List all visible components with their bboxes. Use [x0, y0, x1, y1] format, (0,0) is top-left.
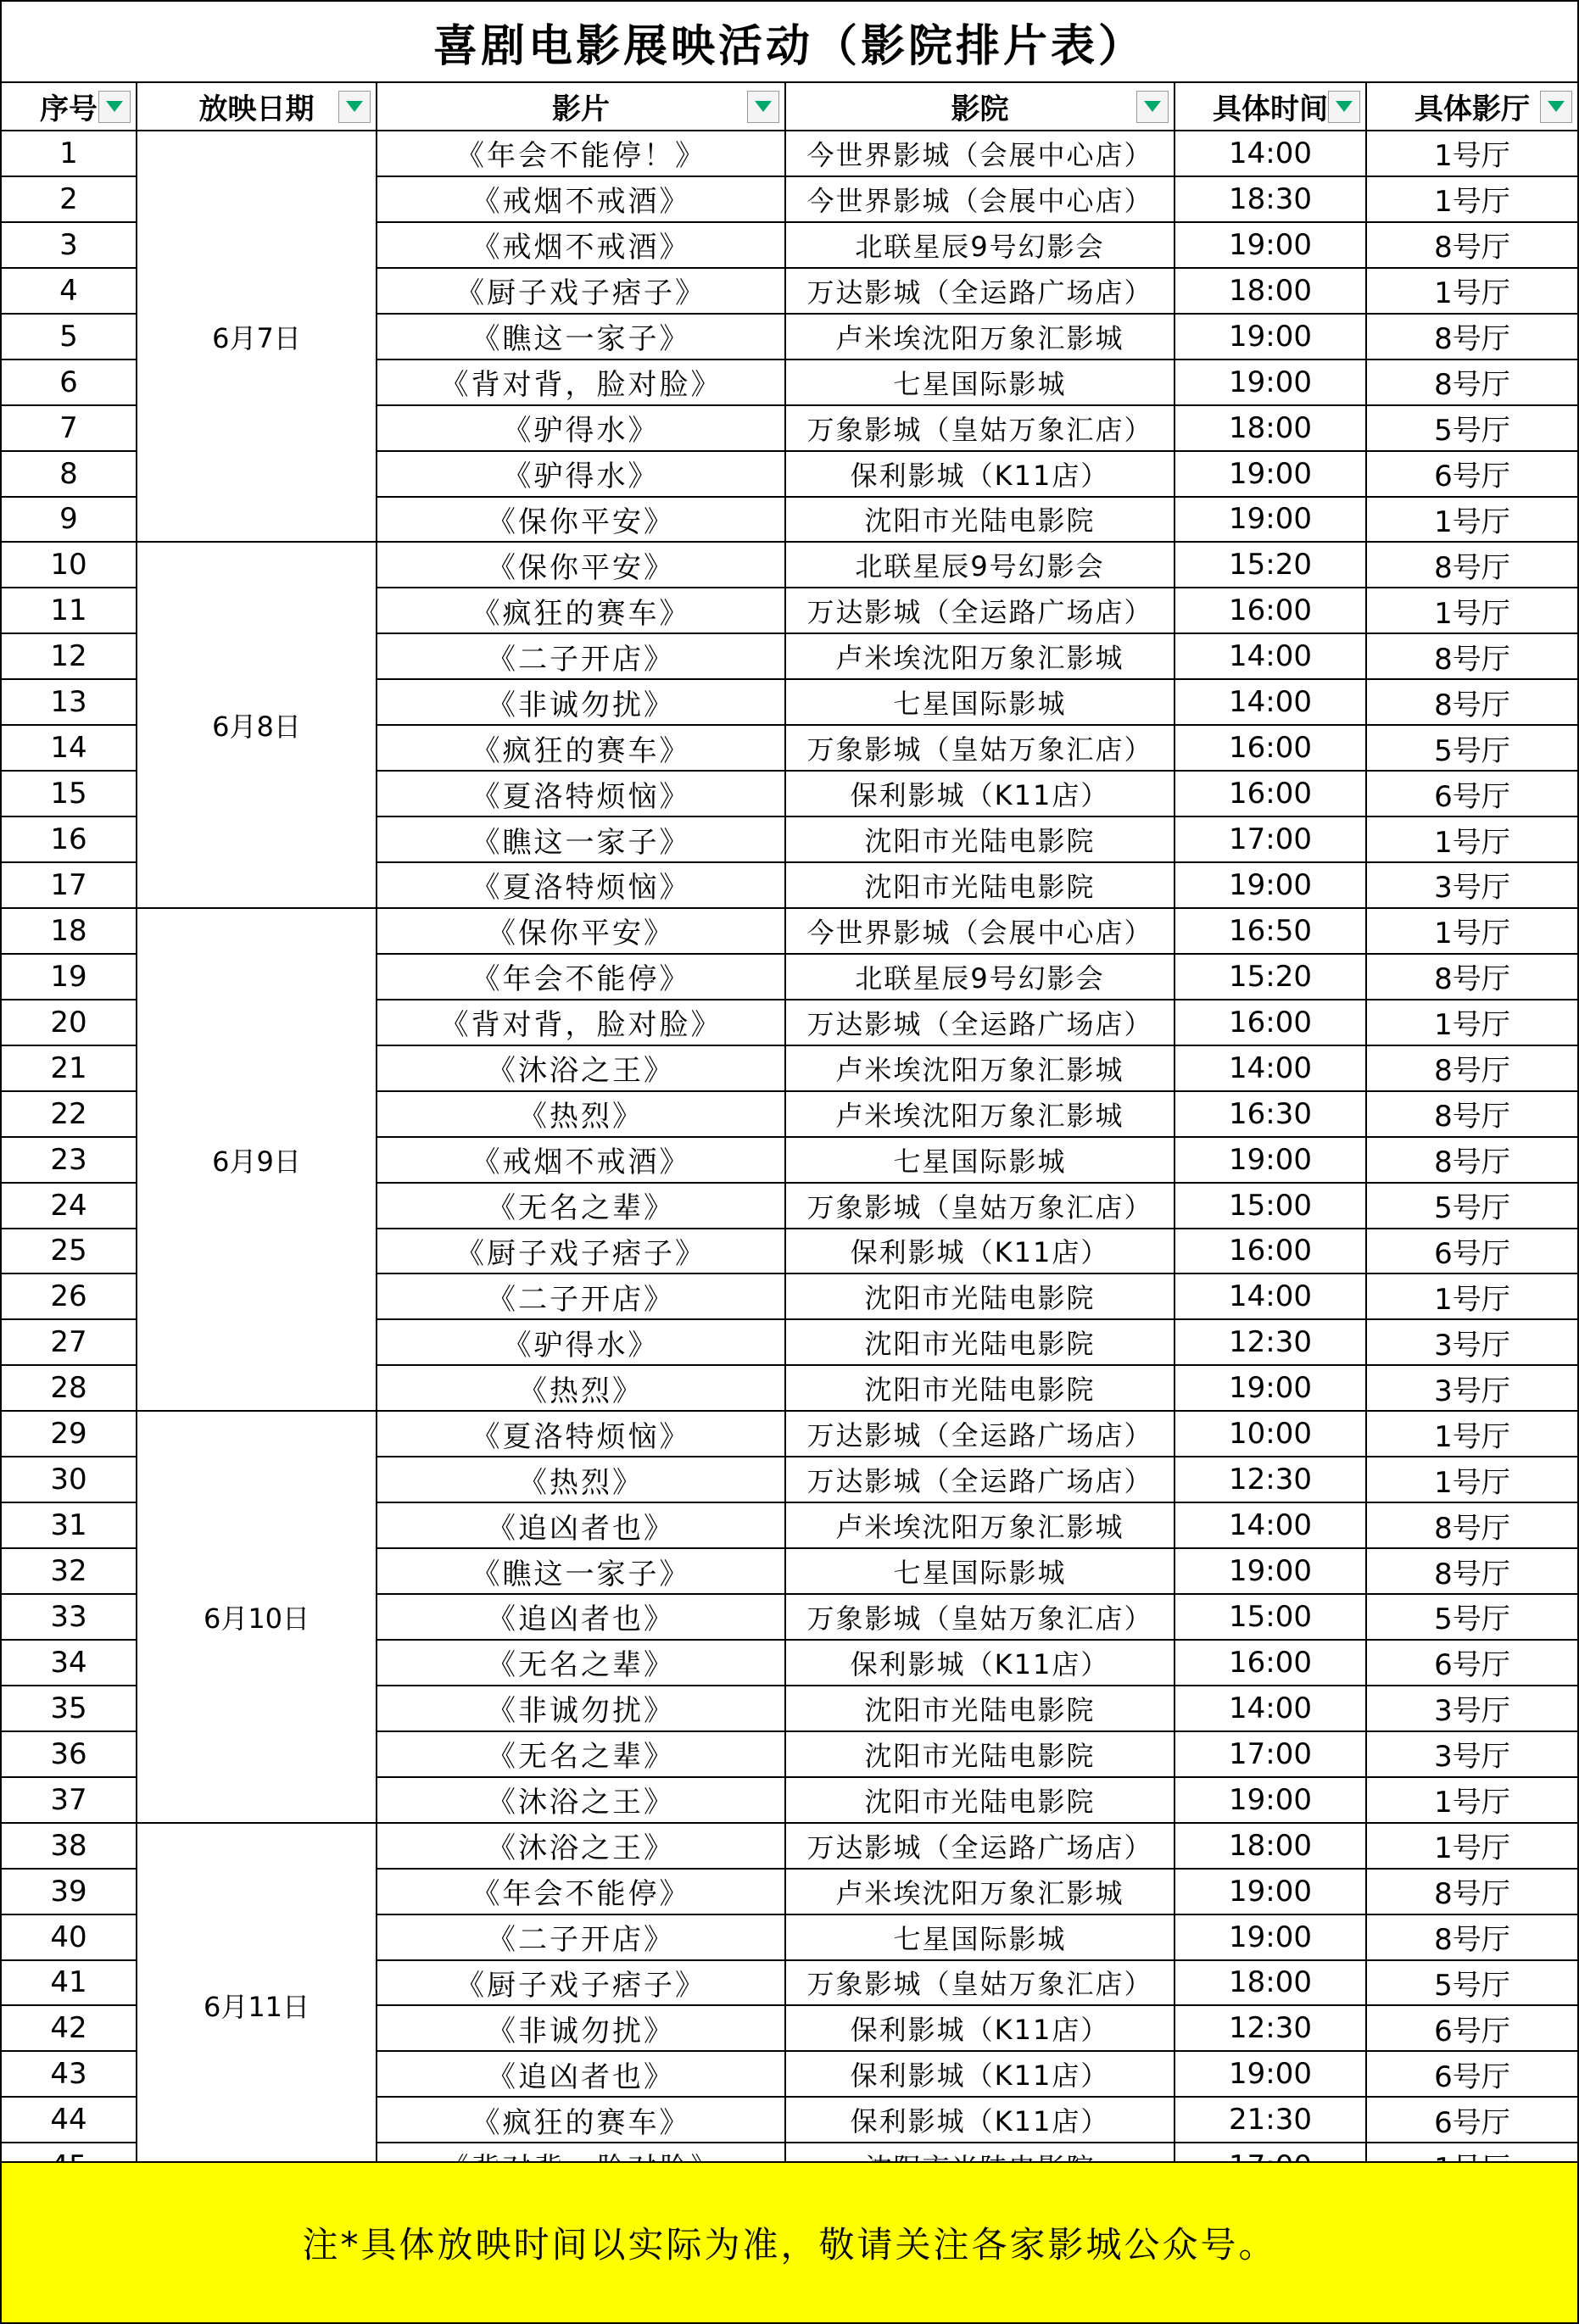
- cinema-cell: 沈阳市光陆电影院: [785, 816, 1174, 862]
- column-header-hall-label: 具体影厅: [1414, 92, 1530, 126]
- film-cell: 《热烈》: [377, 1091, 785, 1137]
- cinema-cell: 北联星辰9号幻影会: [785, 222, 1174, 268]
- time-cell: 16:00: [1174, 588, 1366, 633]
- cinema-cell: 万象影城（皇姑万象汇店）: [785, 1183, 1174, 1229]
- row-index-cell: 16: [2, 816, 137, 862]
- filter-button-cinema[interactable]: [1136, 91, 1169, 123]
- film-cell: 《驴得水》: [377, 451, 785, 497]
- cinema-cell: 万达影城（全运路广场店）: [785, 588, 1174, 633]
- time-cell: 12:30: [1174, 2005, 1366, 2051]
- hall-cell: 1号厅: [1366, 268, 1577, 314]
- film-cell: 《保你平安》: [377, 497, 785, 543]
- cinema-cell: 保利影城（K11店）: [785, 1229, 1174, 1274]
- filter-button-hall[interactable]: [1540, 91, 1572, 123]
- cinema-cell: 万达影城（全运路广场店）: [785, 1000, 1174, 1045]
- table-row: [2, 1411, 1577, 1457]
- cinema-cell: 万象影城（皇姑万象汇店）: [785, 405, 1174, 451]
- cinema-cell: 沈阳市光陆电影院: [785, 1731, 1174, 1777]
- hall-cell: 8号厅: [1366, 1091, 1577, 1137]
- time-cell: 17:00: [1174, 1731, 1366, 1777]
- row-index-cell: 15: [2, 771, 137, 816]
- film-cell: 《无名之辈》: [377, 1640, 785, 1686]
- time-cell: 14:00: [1174, 1273, 1366, 1319]
- hall-cell: 8号厅: [1366, 1548, 1577, 1594]
- film-cell: 《疯狂的赛车》: [377, 588, 785, 633]
- column-header-cinema: [785, 83, 1174, 131]
- cinema-cell: 北联星辰9号幻影会: [785, 542, 1174, 588]
- time-cell: 19:00: [1174, 359, 1366, 405]
- time-cell: 18:00: [1174, 1960, 1366, 2006]
- time-cell: 19:00: [1174, 497, 1366, 543]
- row-index-cell: 29: [2, 1411, 137, 1457]
- film-cell: 《戒烟不戒酒》: [377, 222, 785, 268]
- time-cell: 19:00: [1174, 222, 1366, 268]
- film-cell: 《疯狂的赛车》: [377, 2097, 785, 2143]
- filter-arrow-icon: [755, 101, 772, 112]
- film-cell: 《戒烟不戒酒》: [377, 1137, 785, 1183]
- column-header-hall: [1366, 83, 1577, 131]
- row-index-cell: 10: [2, 542, 137, 588]
- hall-cell: 8号厅: [1366, 633, 1577, 679]
- column-header-film: [377, 83, 785, 131]
- cinema-cell: 万象影城（皇姑万象汇店）: [785, 1960, 1174, 2006]
- hall-cell: 3号厅: [1366, 1686, 1577, 1731]
- film-cell: 《保你平安》: [377, 908, 785, 954]
- row-index-cell: 26: [2, 1273, 137, 1319]
- hall-cell: 6号厅: [1366, 1640, 1577, 1686]
- hall-cell: 8号厅: [1366, 314, 1577, 359]
- hall-cell: 1号厅: [1366, 816, 1577, 862]
- time-cell: 10:00: [1174, 1411, 1366, 1457]
- cinema-cell: 保利影城（K11店）: [785, 1640, 1174, 1686]
- hall-cell: 5号厅: [1366, 405, 1577, 451]
- hall-cell: 3号厅: [1366, 1731, 1577, 1777]
- cinema-cell: 沈阳市光陆电影院: [785, 497, 1174, 543]
- time-cell: 19:00: [1174, 314, 1366, 359]
- film-cell: 《年会不能停！》: [377, 131, 785, 176]
- film-cell: 《夏洛特烦恼》: [377, 1411, 785, 1457]
- schedule-body: [2, 131, 1577, 2188]
- cinema-cell: 万象影城（皇姑万象汇店）: [785, 1594, 1174, 1640]
- hall-cell: 8号厅: [1366, 359, 1577, 405]
- hall-cell: 1号厅: [1366, 176, 1577, 222]
- cinema-cell: 今世界影城（会展中心店）: [785, 131, 1174, 176]
- film-cell: 《沐浴之王》: [377, 1045, 785, 1091]
- time-cell: 16:50: [1174, 908, 1366, 954]
- hall-cell: 1号厅: [1366, 1457, 1577, 1502]
- cinema-cell: 万达影城（全运路广场店）: [785, 1411, 1174, 1457]
- film-cell: 《沐浴之王》: [377, 1777, 785, 1823]
- filter-arrow-icon: [1336, 101, 1353, 112]
- row-index-cell: 23: [2, 1137, 137, 1183]
- time-cell: 12:30: [1174, 1319, 1366, 1365]
- column-header-date: [137, 83, 377, 131]
- film-cell: 《驴得水》: [377, 1319, 785, 1365]
- hall-cell: 5号厅: [1366, 1183, 1577, 1229]
- time-cell: 19:00: [1174, 1548, 1366, 1594]
- cinema-cell: 保利影城（K11店）: [785, 451, 1174, 497]
- cinema-cell: 今世界影城（会展中心店）: [785, 908, 1174, 954]
- date-cell: 6月9日: [137, 908, 377, 1411]
- row-index-cell: 32: [2, 1548, 137, 1594]
- time-cell: 19:00: [1174, 2051, 1366, 2097]
- hall-cell: 6号厅: [1366, 2097, 1577, 2143]
- row-index-cell: 35: [2, 1686, 137, 1731]
- time-cell: 14:00: [1174, 1686, 1366, 1731]
- date-cell: 6月7日: [137, 131, 377, 542]
- row-index-cell: 25: [2, 1229, 137, 1274]
- table-row: [2, 1823, 1577, 1869]
- hall-cell: 1号厅: [1366, 1273, 1577, 1319]
- hall-cell: 1号厅: [1366, 908, 1577, 954]
- film-cell: 《非诚勿扰》: [377, 1686, 785, 1731]
- table-row: [2, 908, 1577, 954]
- hall-cell: 8号厅: [1366, 679, 1577, 725]
- time-cell: 16:00: [1174, 1000, 1366, 1045]
- row-index-cell: 6: [2, 359, 137, 405]
- film-cell: 《瞧这一家子》: [377, 816, 785, 862]
- cinema-cell: 保利影城（K11店）: [785, 771, 1174, 816]
- cinema-cell: 保利影城（K11店）: [785, 2005, 1174, 2051]
- film-cell: 《保你平安》: [377, 542, 785, 588]
- time-cell: 16:00: [1174, 771, 1366, 816]
- column-header-time-label: 具体时间: [1213, 92, 1328, 126]
- film-cell: 《热烈》: [377, 1457, 785, 1502]
- cinema-cell: 七星国际影城: [785, 1548, 1174, 1594]
- film-cell: 《戒烟不戒酒》: [377, 176, 785, 222]
- column-header-index: [2, 83, 137, 131]
- cinema-cell: 沈阳市光陆电影院: [785, 1686, 1174, 1731]
- cinema-cell: 七星国际影城: [785, 1914, 1174, 1960]
- time-cell: 14:00: [1174, 1045, 1366, 1091]
- time-cell: 15:20: [1174, 954, 1366, 1000]
- column-header-time: [1174, 83, 1366, 131]
- schedule-table: [2, 83, 1577, 2189]
- column-header-film-label: 影片: [552, 92, 610, 126]
- hall-cell: 8号厅: [1366, 1914, 1577, 1960]
- row-index-cell: 38: [2, 1823, 137, 1869]
- film-cell: 《无名之辈》: [377, 1731, 785, 1777]
- row-index-cell: 28: [2, 1365, 137, 1411]
- film-cell: 《夏洛特烦恼》: [377, 771, 785, 816]
- row-index-cell: 40: [2, 1914, 137, 1960]
- row-index-cell: 18: [2, 908, 137, 954]
- row-index-cell: 39: [2, 1869, 137, 1914]
- hall-cell: 5号厅: [1366, 1960, 1577, 2006]
- film-cell: 《疯狂的赛车》: [377, 725, 785, 771]
- film-cell: 《非诚勿扰》: [377, 679, 785, 725]
- row-index-cell: 31: [2, 1502, 137, 1548]
- time-cell: 18:00: [1174, 1823, 1366, 1869]
- row-index-cell: 9: [2, 497, 137, 543]
- row-index-cell: 24: [2, 1183, 137, 1229]
- row-index-cell: 17: [2, 862, 137, 908]
- time-cell: 19:00: [1174, 1777, 1366, 1823]
- hall-cell: 8号厅: [1366, 1137, 1577, 1183]
- film-cell: 《沐浴之王》: [377, 1823, 785, 1869]
- hall-cell: 8号厅: [1366, 222, 1577, 268]
- film-cell: 《无名之辈》: [377, 1183, 785, 1229]
- row-index-cell: 43: [2, 2051, 137, 2097]
- row-index-cell: 37: [2, 1777, 137, 1823]
- time-cell: 15:20: [1174, 542, 1366, 588]
- time-cell: 15:00: [1174, 1594, 1366, 1640]
- cinema-cell: 万达影城（全运路广场店）: [785, 268, 1174, 314]
- cinema-cell: 保利影城（K11店）: [785, 2097, 1174, 2143]
- row-index-cell: 21: [2, 1045, 137, 1091]
- hall-cell: 5号厅: [1366, 725, 1577, 771]
- filter-button-time[interactable]: [1328, 91, 1360, 123]
- hall-cell: 1号厅: [1366, 131, 1577, 176]
- cinema-cell: 卢米埃沈阳万象汇影城: [785, 1091, 1174, 1137]
- date-cell: 6月11日: [137, 1823, 377, 2189]
- film-cell: 《年会不能停》: [377, 1869, 785, 1914]
- hall-cell: 8号厅: [1366, 542, 1577, 588]
- film-cell: 《厨子戏子痞子》: [377, 1229, 785, 1274]
- time-cell: 16:30: [1174, 1091, 1366, 1137]
- film-cell: 《厨子戏子痞子》: [377, 1960, 785, 2006]
- film-cell: 《追凶者也》: [377, 1502, 785, 1548]
- hall-cell: 3号厅: [1366, 1365, 1577, 1411]
- hall-cell: 5号厅: [1366, 1594, 1577, 1640]
- time-cell: 19:00: [1174, 1869, 1366, 1914]
- film-cell: 《热烈》: [377, 1365, 785, 1411]
- hall-cell: 8号厅: [1366, 1045, 1577, 1091]
- row-index-cell: 4: [2, 268, 137, 314]
- filter-button-date[interactable]: [338, 91, 371, 123]
- hall-cell: 6号厅: [1366, 2051, 1577, 2097]
- hall-cell: 3号厅: [1366, 862, 1577, 908]
- time-cell: 21:30: [1174, 2097, 1366, 2143]
- hall-cell: 8号厅: [1366, 954, 1577, 1000]
- filter-arrow-icon: [346, 101, 363, 112]
- time-cell: 17:00: [1174, 816, 1366, 862]
- film-cell: 《追凶者也》: [377, 1594, 785, 1640]
- time-cell: 14:00: [1174, 131, 1366, 176]
- film-cell: 《二子开店》: [377, 1914, 785, 1960]
- time-cell: 19:00: [1174, 1365, 1366, 1411]
- row-index-cell: 3: [2, 222, 137, 268]
- film-cell: 《夏洛特烦恼》: [377, 862, 785, 908]
- cinema-cell: 沈阳市光陆电影院: [785, 862, 1174, 908]
- filter-arrow-icon: [106, 101, 123, 112]
- row-index-cell: 33: [2, 1594, 137, 1640]
- row-index-cell: 41: [2, 1960, 137, 2006]
- hall-cell: 1号厅: [1366, 1777, 1577, 1823]
- film-cell: 《瞧这一家子》: [377, 314, 785, 359]
- film-cell: 《背对背，脸对脸》: [377, 1000, 785, 1045]
- hall-cell: 6号厅: [1366, 1229, 1577, 1274]
- film-cell: 《非诚勿扰》: [377, 2005, 785, 2051]
- cinema-cell: 沈阳市光陆电影院: [785, 1273, 1174, 1319]
- time-cell: 19:00: [1174, 862, 1366, 908]
- row-index-cell: 5: [2, 314, 137, 359]
- hall-cell: 6号厅: [1366, 2005, 1577, 2051]
- column-header-cinema-label: 影院: [951, 92, 1009, 126]
- cinema-cell: 沈阳市光陆电影院: [785, 1777, 1174, 1823]
- time-cell: 14:00: [1174, 679, 1366, 725]
- time-cell: 19:00: [1174, 1137, 1366, 1183]
- cinema-cell: 卢米埃沈阳万象汇影城: [785, 1045, 1174, 1091]
- row-index-cell: 36: [2, 1731, 137, 1777]
- row-index-cell: 2: [2, 176, 137, 222]
- row-index-cell: 20: [2, 1000, 137, 1045]
- row-index-cell: 30: [2, 1457, 137, 1502]
- row-index-cell: 7: [2, 405, 137, 451]
- cinema-cell: 七星国际影城: [785, 679, 1174, 725]
- cinema-cell: 卢米埃沈阳万象汇影城: [785, 1502, 1174, 1548]
- film-cell: 《驴得水》: [377, 405, 785, 451]
- film-cell: 《年会不能停》: [377, 954, 785, 1000]
- cinema-cell: 卢米埃沈阳万象汇影城: [785, 633, 1174, 679]
- page-title: 喜剧电影展映活动（影院排片表）: [2, 2, 1577, 83]
- cinema-cell: 万达影城（全运路广场店）: [785, 1457, 1174, 1502]
- time-cell: 18:00: [1174, 405, 1366, 451]
- row-index-cell: 13: [2, 679, 137, 725]
- cinema-cell: 沈阳市光陆电影院: [785, 1365, 1174, 1411]
- row-index-cell: 8: [2, 451, 137, 497]
- hall-cell: 1号厅: [1366, 497, 1577, 543]
- cinema-cell: 沈阳市光陆电影院: [785, 1319, 1174, 1365]
- date-cell: 6月8日: [137, 542, 377, 908]
- hall-cell: 8号厅: [1366, 1869, 1577, 1914]
- footer-note: 注*具体放映时间以实际为准，敬请关注各家影城公众号。: [2, 2161, 1577, 2322]
- time-cell: 12:30: [1174, 1457, 1366, 1502]
- film-cell: 《瞧这一家子》: [377, 1548, 785, 1594]
- time-cell: 18:00: [1174, 268, 1366, 314]
- cinema-cell: 万象影城（皇姑万象汇店）: [785, 725, 1174, 771]
- filter-button-index[interactable]: [98, 91, 131, 123]
- time-cell: 16:00: [1174, 1640, 1366, 1686]
- filter-arrow-icon: [1548, 101, 1565, 112]
- time-cell: 19:00: [1174, 451, 1366, 497]
- hall-cell: 1号厅: [1366, 1411, 1577, 1457]
- cinema-cell: 北联星辰9号幻影会: [785, 954, 1174, 1000]
- row-index-cell: 44: [2, 2097, 137, 2143]
- cinema-cell: 保利影城（K11店）: [785, 2051, 1174, 2097]
- filter-button-film[interactable]: [747, 91, 779, 123]
- table-row: [2, 542, 1577, 588]
- hall-cell: 3号厅: [1366, 1319, 1577, 1365]
- row-index-cell: 1: [2, 131, 137, 176]
- film-cell: 《追凶者也》: [377, 2051, 785, 2097]
- row-index-cell: 19: [2, 954, 137, 1000]
- hall-cell: 8号厅: [1366, 1502, 1577, 1548]
- row-index-cell: 27: [2, 1319, 137, 1365]
- column-header-date-label: 放映日期: [198, 92, 315, 126]
- time-cell: 14:00: [1174, 1502, 1366, 1548]
- hall-cell: 1号厅: [1366, 588, 1577, 633]
- date-cell: 6月10日: [137, 1411, 377, 1822]
- cinema-cell: 卢米埃沈阳万象汇影城: [785, 314, 1174, 359]
- cinema-cell: 七星国际影城: [785, 359, 1174, 405]
- header-row: [2, 83, 1577, 131]
- hall-cell: 6号厅: [1366, 771, 1577, 816]
- hall-cell: 1号厅: [1366, 1000, 1577, 1045]
- film-cell: 《厨子戏子痞子》: [377, 268, 785, 314]
- row-index-cell: 14: [2, 725, 137, 771]
- filter-arrow-icon: [1144, 101, 1161, 112]
- hall-cell: 6号厅: [1366, 451, 1577, 497]
- table-row: [2, 131, 1577, 176]
- time-cell: 18:30: [1174, 176, 1366, 222]
- cinema-cell: 万达影城（全运路广场店）: [785, 1823, 1174, 1869]
- time-cell: 16:00: [1174, 1229, 1366, 1274]
- cinema-cell: 今世界影城（会展中心店）: [785, 176, 1174, 222]
- hall-cell: 1号厅: [1366, 1823, 1577, 1869]
- cinema-cell: 七星国际影城: [785, 1137, 1174, 1183]
- time-cell: 19:00: [1174, 1914, 1366, 1960]
- row-index-cell: 34: [2, 1640, 137, 1686]
- time-cell: 14:00: [1174, 633, 1366, 679]
- cinema-cell: 卢米埃沈阳万象汇影城: [785, 1869, 1174, 1914]
- film-cell: 《二子开店》: [377, 1273, 785, 1319]
- row-index-cell: 22: [2, 1091, 137, 1137]
- film-cell: 《二子开店》: [377, 633, 785, 679]
- row-index-cell: 12: [2, 633, 137, 679]
- row-index-cell: 42: [2, 2005, 137, 2051]
- time-cell: 16:00: [1174, 725, 1366, 771]
- film-cell: 《背对背，脸对脸》: [377, 359, 785, 405]
- row-index-cell: 11: [2, 588, 137, 633]
- column-header-index-label: 序号: [40, 92, 98, 126]
- time-cell: 15:00: [1174, 1183, 1366, 1229]
